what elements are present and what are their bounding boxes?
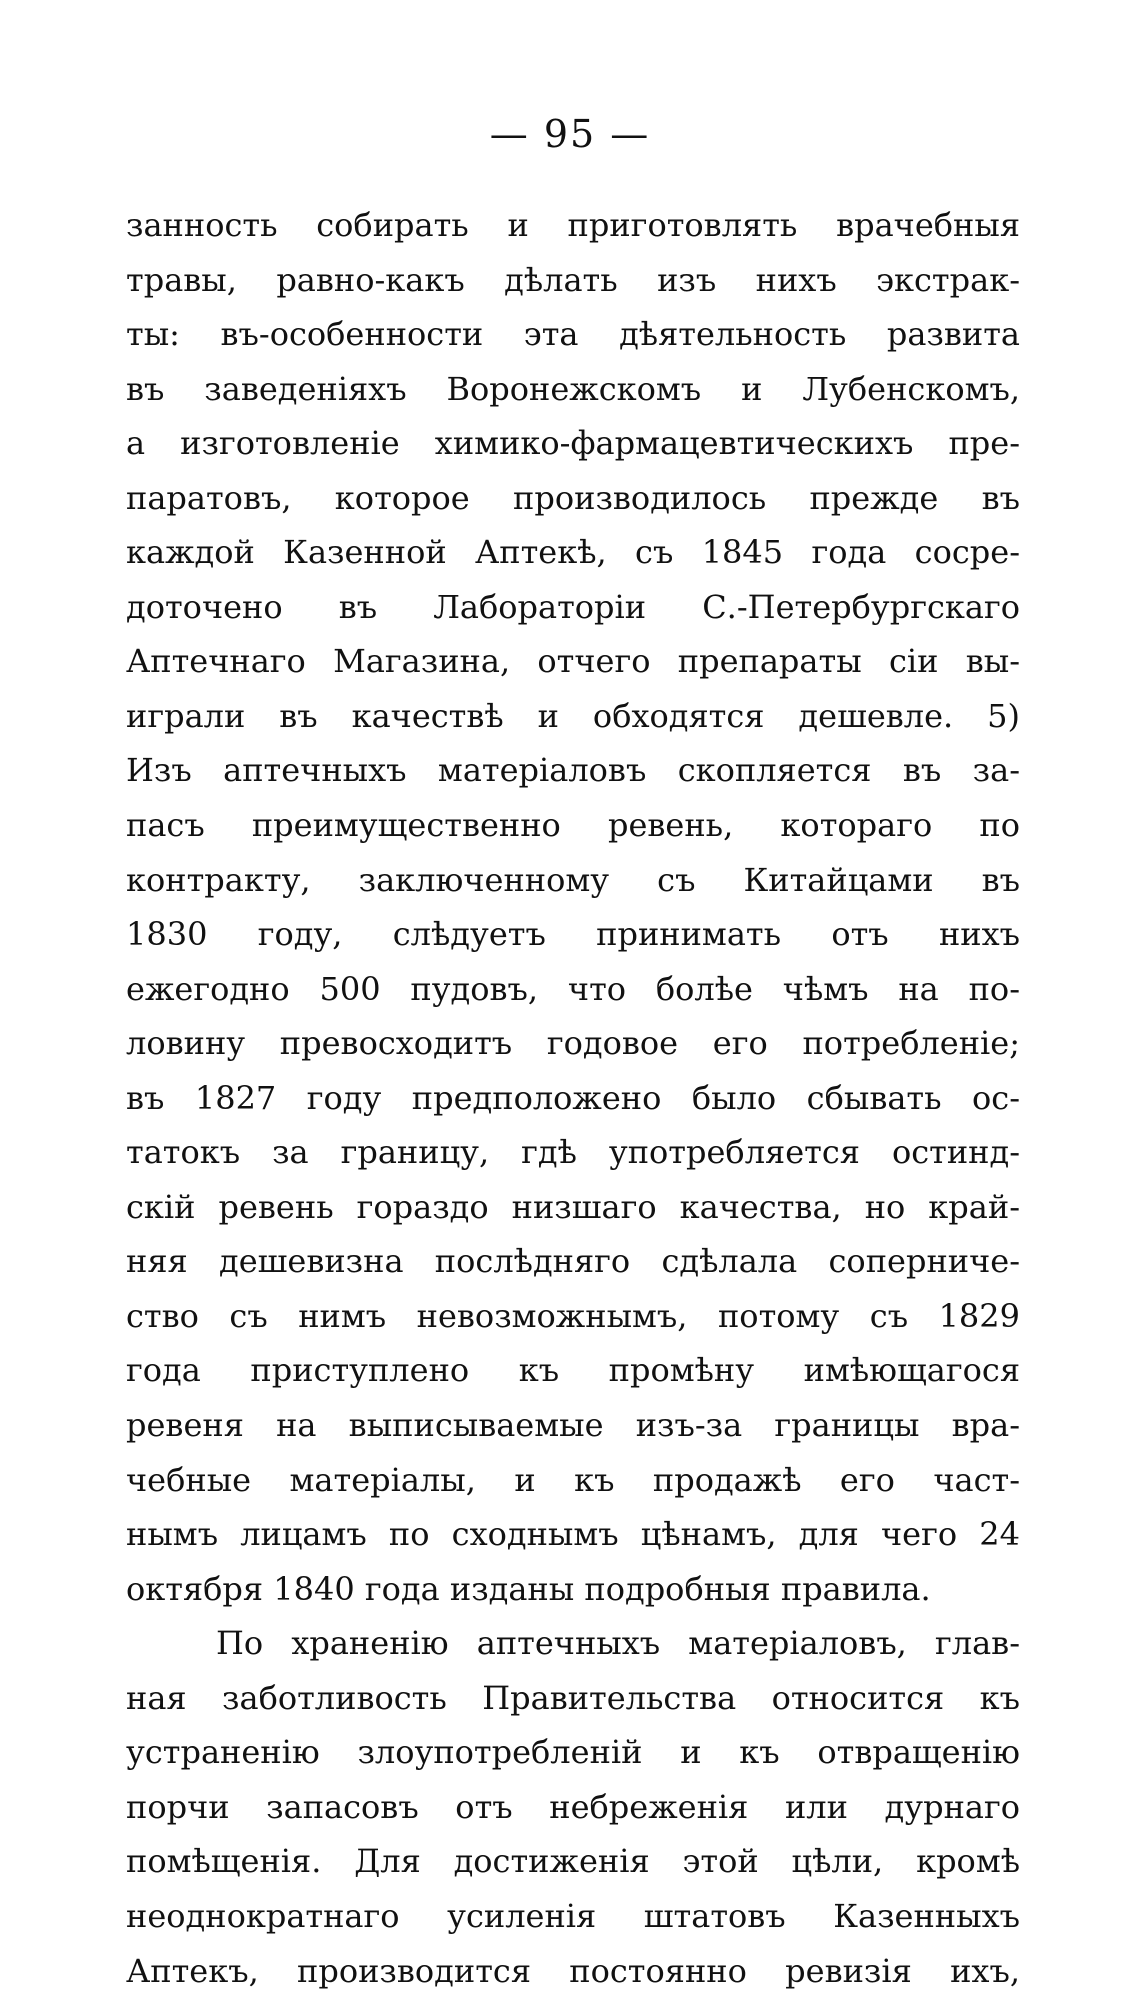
- text-line: а изготовленіе химико-фармацевтическихъ пре-: [126, 416, 1020, 471]
- text-line: няя дешевизна послѣдняго сдѣлала соперниче-: [126, 1234, 1020, 1289]
- text-line: помѣщенія. Для достиженія этой цѣли, кромѣ: [126, 1834, 1020, 1889]
- text-line: въ 1827 году предположено было сбывать ос-: [126, 1071, 1020, 1126]
- text-line: занность собирать и приготовлять врачебныя: [126, 198, 1020, 253]
- text-line: Изъ аптечныхъ матеріаловъ скопляется въ за-: [126, 743, 1020, 798]
- text-line: чебные матеріалы, и къ продажѣ его част-: [126, 1453, 1020, 1508]
- text-line: неоднократнаго усиленія штатовъ Казенныхъ: [126, 1889, 1020, 1944]
- text-line: скій ревень гораздо низшаго качества, но край-: [126, 1180, 1020, 1235]
- text-line: паратовъ, которое производилось прежде въ: [126, 471, 1020, 526]
- text-line: каждой Казенной Аптекѣ, съ 1845 года сосре-: [126, 525, 1020, 580]
- text-line: травы, равно-какъ дѣлать изъ нихъ экстрак-: [126, 253, 1020, 308]
- page-number: — 95 —: [0, 112, 1140, 156]
- text-line: доточено въ Лабораторіи С.-Петербургскаго: [126, 580, 1020, 635]
- text-line: порчи запасовъ отъ небреженія или дурнаго: [126, 1780, 1020, 1835]
- text-line: ная заботливость Правительства относится къ: [126, 1671, 1020, 1726]
- text-line: ревеня на выписываемые изъ-за границы вра-: [126, 1398, 1020, 1453]
- body-text: [126, 198, 1020, 1998]
- text-line: устраненію злоупотребленій и къ отвращенію: [126, 1725, 1020, 1780]
- paragraph-end-line: октября 1840 года изданы подробныя правила.: [126, 1562, 1020, 1617]
- text-line: пасъ преимущественно ревень, котораго по: [126, 798, 1020, 853]
- text-line: контракту, заключенному съ Китайцами въ: [126, 853, 1020, 908]
- text-line: нымъ лицамъ по сходнымъ цѣнамъ, для чего 24: [126, 1507, 1020, 1562]
- text-line: ежегодно 500 пудовъ, что болѣе чѣмъ на по-: [126, 962, 1020, 1017]
- text-line: татокъ за границу, гдѣ употребляется остинд-: [126, 1125, 1020, 1180]
- text-line: 1830 году, слѣдуетъ принимать отъ нихъ: [126, 907, 1020, 962]
- text-line: въ заведеніяхъ Воронежскомъ и Лубенскомъ,: [126, 362, 1020, 417]
- text-line: Аптекъ, производится постоянно ревизія ихъ,: [126, 1944, 1020, 1998]
- text-line: ты: въ-особенности эта дѣятельность развита: [126, 307, 1020, 362]
- text-line: ловину превосходитъ годовое его потребленіе;: [126, 1016, 1020, 1071]
- text-line: играли въ качествѣ и обходятся дешевле. 5): [126, 689, 1020, 744]
- text-line: Аптечнаго Магазина, отчего препараты сіи вы-: [126, 634, 1020, 689]
- paragraph-start-line: По храненію аптечныхъ матеріаловъ, глав-: [126, 1616, 1020, 1671]
- text-line: ство съ нимъ невозможнымъ, потому съ 1829: [126, 1289, 1020, 1344]
- text-line: года приступлено къ промѣну имѣющагося: [126, 1343, 1020, 1398]
